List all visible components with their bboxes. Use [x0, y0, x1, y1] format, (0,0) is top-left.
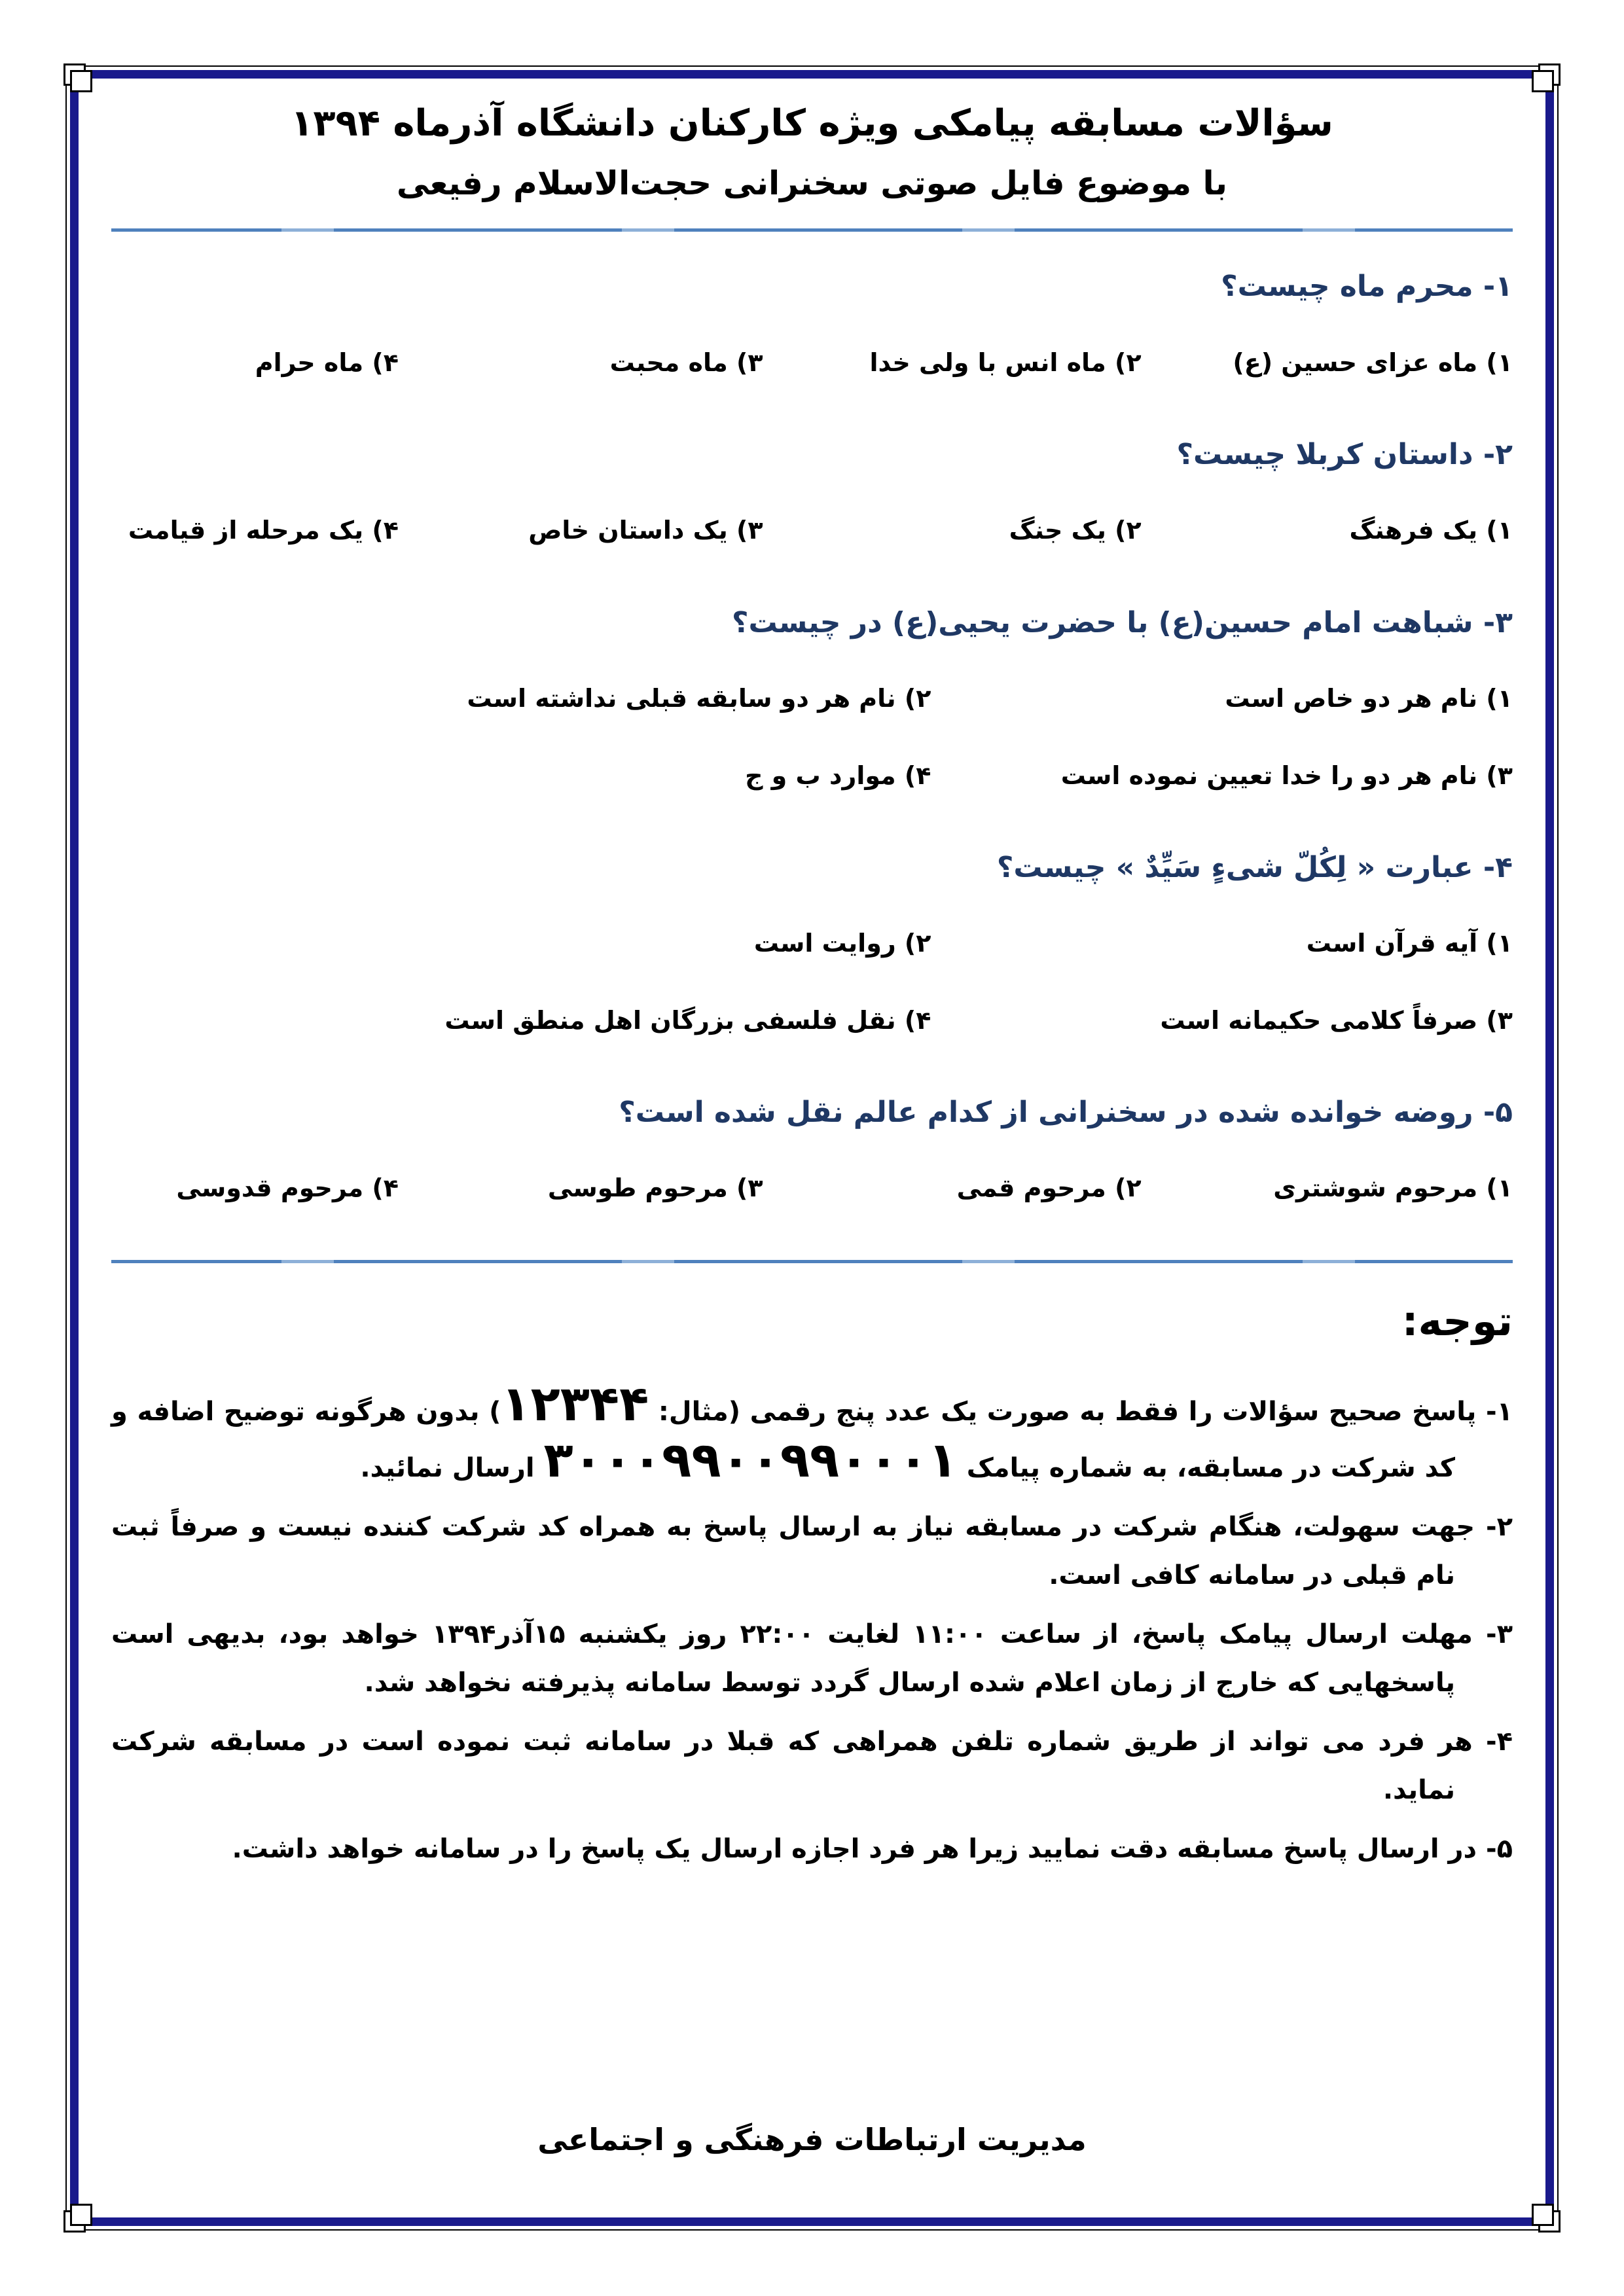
question-block-3: [111, 603, 1513, 792]
option: ۳) ماه محبت: [609, 348, 763, 377]
notice-item-1-text: ارسال نمائید.: [360, 1452, 544, 1483]
option: ۱) آیه قرآن است: [1306, 929, 1513, 958]
options-row: [111, 347, 1513, 379]
option: ۳) مرحوم طوسی: [547, 1174, 763, 1203]
notice-item-4: ۴- هر فرد می تواند از طریق شماره تلفن همراهی که قبلا در سامانه ثبت نموده است در مسابقه شرکت نماید.: [111, 1726, 1513, 1805]
border-corner-ornament: [63, 2202, 94, 2233]
notice-divider: [111, 1260, 1513, 1263]
header-divider: [111, 228, 1513, 232]
options-row: [111, 1172, 1513, 1204]
option: ۲) مرحوم قمی: [956, 1174, 1142, 1203]
option: ۲) نام هر دو سابقه قبلی نداشته است: [467, 684, 931, 713]
document-title-line1: سؤالات مسابقه پیامکی ویژه کارکنان دانشگاه آذرماه ۱۳۹۴: [291, 102, 1333, 145]
option: ۲) روایت است: [753, 929, 931, 958]
option: ۴) نقل فلسفی بزرگان اهل منطق است: [444, 1005, 931, 1035]
option: ۳) صرفاً کلامی حکیمانه است: [1160, 1005, 1513, 1035]
question-block-4: [111, 848, 1513, 1037]
option: ۱) یک فرهنگ: [1349, 516, 1513, 545]
option: ۲) یک جنگ: [1009, 516, 1142, 545]
page-content: [111, 97, 1513, 1873]
question-block-1: [111, 267, 1513, 379]
notice-item-1: [111, 1375, 1513, 1492]
notice-item-5: ۵- در ارسال پاسخ مسابقه دقت نمایید زیرا هر فرد اجازه ارسال یک پاسخ را در سامانه خواهد داشت.: [232, 1833, 1513, 1864]
notice-item-3: ۳- مهلت ارسال پیامک پاسخ، از ساعت ۱۱:۰۰ لغایت ۲۲:۰۰ روز یکشنبه ۱۵آذر۱۳۹۴ خواهد بود، بدیهی است پاسخهایی که خارج از زمان اعلام شده ارسال گردد توسط سامانه پذیرفته نخواهد شد.: [111, 1619, 1513, 1698]
option: ۳) نام هر دو را خدا تعیین نموده است: [1060, 761, 1513, 790]
border-corner-ornament: [1530, 63, 1561, 94]
option: ۴) ماه حرام: [255, 348, 399, 377]
document-title-line2: با موضوع فایل صوتی سخنرانی حجت‌الاسلام رفیعی: [396, 164, 1228, 203]
options-row: [111, 760, 1513, 792]
option: ۲) ماه انس با ولی خدا: [869, 348, 1142, 377]
question-title: ۱- محرم ماه چیست؟: [1221, 270, 1513, 304]
option: ۱) نام هر دو خاص است: [1225, 684, 1513, 713]
question-title: ۵- روضه خوانده شده در سخنرانی از کدام عالم نقل شده است؟: [619, 1096, 1513, 1130]
option: ۳) یک داستان خاص: [528, 516, 763, 545]
option: ۱) مرحوم شوشتری: [1273, 1174, 1513, 1203]
option: ۴) موارد ب و ج: [745, 761, 931, 790]
notice-item-1-text: ۱- پاسخ صحیح سؤالات را فقط به صورت یک عدد پنج رقمی (مثال:: [649, 1396, 1513, 1427]
question-block-2: [111, 435, 1513, 547]
border-corner-ornament: [63, 63, 94, 94]
example-code-number: ۱۲۳۴۴: [501, 1375, 649, 1432]
sms-number: ۳۰۰۰۹۹۰۰۹۹۰۰۰۱: [543, 1431, 958, 1488]
options-row: [111, 927, 1513, 960]
options-row: [111, 1005, 1513, 1037]
question-block-5: [111, 1093, 1513, 1205]
question-title: ۴- عبارت « لِکُلّ شیءٍ سَیِّدٌ » چیست؟: [996, 850, 1513, 884]
question-title: ۲- داستان کربلا چیست؟: [1176, 437, 1513, 471]
border-corner-ornament: [1530, 2202, 1561, 2233]
notice-list: [111, 1375, 1513, 1873]
option: ۱) ماه عزای حسین (ع): [1233, 348, 1513, 377]
option: ۴) مرحوم قدوسی: [176, 1174, 399, 1203]
options-row: [111, 683, 1513, 715]
footer-signature: مدیریت ارتباطات فرهنگی و اجتماعی: [537, 2122, 1087, 2157]
notice-heading: توجه:: [1401, 1297, 1513, 1345]
notice-item-1-text: ) بدون هرگونه توضیح اضافه و کد شرکت در مسابقه، به شماره پیامک: [111, 1396, 1455, 1483]
question-title: ۳- شباهت امام حسین(ع) با حضرت یحیی(ع) در چیست؟: [731, 605, 1513, 639]
options-row: [111, 514, 1513, 547]
notice-item-2: ۲- جهت سهولت، هنگام شرکت در مسابقه نیاز به ارسال پاسخ به همراه کد شرکت کننده نیست و صرفاً ثبت نام قبلی در سامانه کافی است.: [111, 1511, 1513, 1590]
option: ۴) یک مرحله از قیامت: [128, 516, 399, 545]
